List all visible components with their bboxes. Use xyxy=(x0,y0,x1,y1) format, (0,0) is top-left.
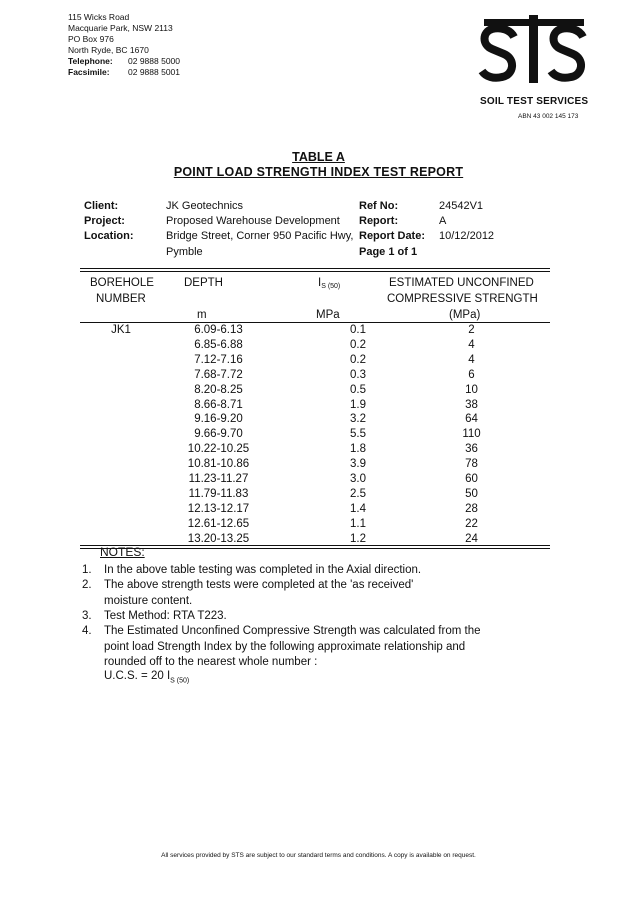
depth-cell: 7.12-7.16 xyxy=(194,353,243,366)
results-table xyxy=(80,323,550,547)
ucs-cell: 64 xyxy=(465,413,478,426)
header-depth: DEPTH xyxy=(184,277,223,289)
borehole-cell xyxy=(80,398,162,413)
table-row xyxy=(80,502,550,517)
facsimile-label: Facsimile: xyxy=(68,67,110,77)
ucs-cell: 60 xyxy=(465,473,478,486)
depth-cell: 8.66-8.71 xyxy=(194,398,243,411)
table-top-rule xyxy=(80,268,550,269)
report-value: A xyxy=(439,215,447,227)
company-abn: ABN 43 002 145 173 xyxy=(518,113,579,120)
table-row xyxy=(80,457,550,472)
depth-cell: 12.61-12.65 xyxy=(187,517,250,530)
table-row xyxy=(80,398,550,413)
is50-cell: 0.5 xyxy=(350,383,366,396)
company-name: SOIL TEST SERVICES xyxy=(480,96,589,107)
table-row xyxy=(80,472,550,487)
borehole-cell xyxy=(80,502,162,517)
footer-disclaimer: All services provided by STS are subject to our standard terms and conditions. A copy is available on request. xyxy=(161,852,476,859)
borehole-cell xyxy=(80,338,162,353)
borehole-cell: JK1 xyxy=(111,324,131,336)
table-row xyxy=(80,532,550,547)
is50-cell: 3.0 xyxy=(350,473,366,486)
company-address xyxy=(68,12,180,78)
header-is50: $I_{S (50)}$ xyxy=(318,277,341,290)
header-ucs-unit: (MPa) xyxy=(449,309,481,321)
address-line: Macquarie Park, NSW 2113 xyxy=(68,23,173,33)
depth-cell: 7.68-7.72 xyxy=(194,368,243,381)
header-ucs: ESTIMATED UNCONFINED xyxy=(389,277,534,289)
table-row xyxy=(80,323,550,338)
table-bottom-rule-double xyxy=(80,548,550,549)
ucs-cell: 36 xyxy=(465,443,478,456)
table-row xyxy=(80,368,550,383)
borehole-cell xyxy=(80,457,162,472)
borehole-cell xyxy=(80,383,162,398)
facsimile-value: 02 9888 5001 xyxy=(128,67,180,77)
is50-cell: 3.9 xyxy=(350,458,366,471)
is50-cell: 0.3 xyxy=(350,368,366,381)
borehole-cell xyxy=(80,472,162,487)
is50-cell: 0.2 xyxy=(350,338,366,351)
ucs-cell: 38 xyxy=(465,398,478,411)
depth-cell: 9.66-9.70 xyxy=(194,428,243,441)
borehole-cell xyxy=(80,487,162,502)
depth-cell: 11.23-11.27 xyxy=(188,473,249,486)
ucs-cell: 10 xyxy=(465,383,478,396)
is50-cell: 0.2 xyxy=(350,353,366,366)
client-value: JK Geotechnics xyxy=(166,200,244,212)
project-label: Project: xyxy=(84,215,125,227)
table-top-rule-double xyxy=(80,271,550,272)
facsimile-row xyxy=(68,67,180,78)
ucs-cell: 22 xyxy=(465,517,478,530)
is50-cell: 3.2 xyxy=(350,413,366,426)
table-row xyxy=(80,517,550,532)
ref-no-value: 24542V1 xyxy=(439,200,484,212)
is50-cell: 1.2 xyxy=(350,532,366,545)
telephone-label: Telephone: xyxy=(68,56,113,66)
ucs-cell: 24 xyxy=(465,532,478,545)
project-value: Proposed Warehouse Development xyxy=(166,215,340,227)
report-date-value: 10/12/2012 xyxy=(439,230,495,242)
borehole-cell xyxy=(80,442,162,457)
telephone-row xyxy=(68,56,180,67)
client-label: Client: xyxy=(84,200,119,212)
borehole-cell xyxy=(80,353,162,368)
header-borehole-number: NUMBER xyxy=(96,293,146,305)
depth-cell: 8.20-8.25 xyxy=(194,383,243,396)
is50-cell: 5.5 xyxy=(350,428,366,441)
borehole-cell xyxy=(80,412,162,427)
depth-cell: 9.16-9.20 xyxy=(194,413,243,426)
address-line: North Ryde, BC 1670 xyxy=(68,45,149,55)
sts-logo-icon xyxy=(470,15,595,95)
table-row xyxy=(80,487,550,502)
depth-cell: 10.81-10.86 xyxy=(187,458,250,471)
header-is50-unit: MPa xyxy=(316,309,340,321)
ucs-cell: 50 xyxy=(465,487,478,500)
ucs-cell: 4 xyxy=(468,338,475,351)
is50-cell: 0.1 xyxy=(350,324,366,336)
table-row xyxy=(80,412,550,427)
borehole-cell xyxy=(80,368,162,383)
depth-cell: 11.79-11.83 xyxy=(188,487,249,500)
is50-cell: 1.4 xyxy=(350,502,366,515)
borehole-cell xyxy=(80,517,162,532)
ucs-cell: 2 xyxy=(468,324,475,336)
telephone-value: 02 9888 5000 xyxy=(128,56,180,66)
header-borehole: BOREHOLE xyxy=(90,277,154,289)
header-depth-unit: m xyxy=(197,309,207,321)
depth-cell: 10.22-10.25 xyxy=(187,443,250,456)
table-title: TABLE A xyxy=(292,150,345,164)
is50-cell: 1.1 xyxy=(350,517,366,530)
location-value-cont: Pymble xyxy=(166,246,203,258)
page-indicator: Page 1 of 1 xyxy=(359,246,418,258)
address-line: PO Box 976 xyxy=(68,34,114,44)
report-label: Report: xyxy=(359,215,399,227)
depth-cell: 6.85-6.88 xyxy=(194,338,243,351)
ucs-cell: 110 xyxy=(462,428,481,441)
table-row xyxy=(80,427,550,442)
table-row xyxy=(80,383,550,398)
header-ucs-cont: COMPRESSIVE STRENGTH xyxy=(387,293,538,305)
ucs-cell: 28 xyxy=(465,502,478,515)
location-label: Location: xyxy=(84,230,134,242)
ucs-cell: 78 xyxy=(465,458,478,471)
ucs-cell: 6 xyxy=(468,368,475,381)
company-logo xyxy=(470,15,595,120)
notes-title: NOTES: xyxy=(100,545,145,559)
report-date-label: Report Date: xyxy=(359,230,426,242)
borehole-cell xyxy=(80,427,162,442)
depth-cell: 6.09-6.13 xyxy=(194,324,243,336)
address-line: 115 Wicks Road xyxy=(68,12,130,22)
ucs-cell: 4 xyxy=(468,353,475,366)
table-row xyxy=(80,338,550,353)
table-row xyxy=(80,353,550,368)
ref-no-label: Ref No: xyxy=(359,200,399,212)
depth-cell: 13.20-13.25 xyxy=(187,532,250,545)
depth-cell: 12.13-12.17 xyxy=(187,502,250,515)
location-value: Bridge Street, Corner 950 Pacific Hwy, xyxy=(166,230,354,242)
table-row xyxy=(80,442,550,457)
is50-cell: 1.9 xyxy=(350,398,366,411)
report-title: POINT LOAD STRENGTH INDEX TEST REPORT xyxy=(173,165,464,179)
is50-cell: 2.5 xyxy=(350,487,366,500)
ucs-formula: U.C.S. = 20 $I_{S (50)}$ xyxy=(104,670,190,685)
is50-cell: 1.8 xyxy=(350,443,366,456)
